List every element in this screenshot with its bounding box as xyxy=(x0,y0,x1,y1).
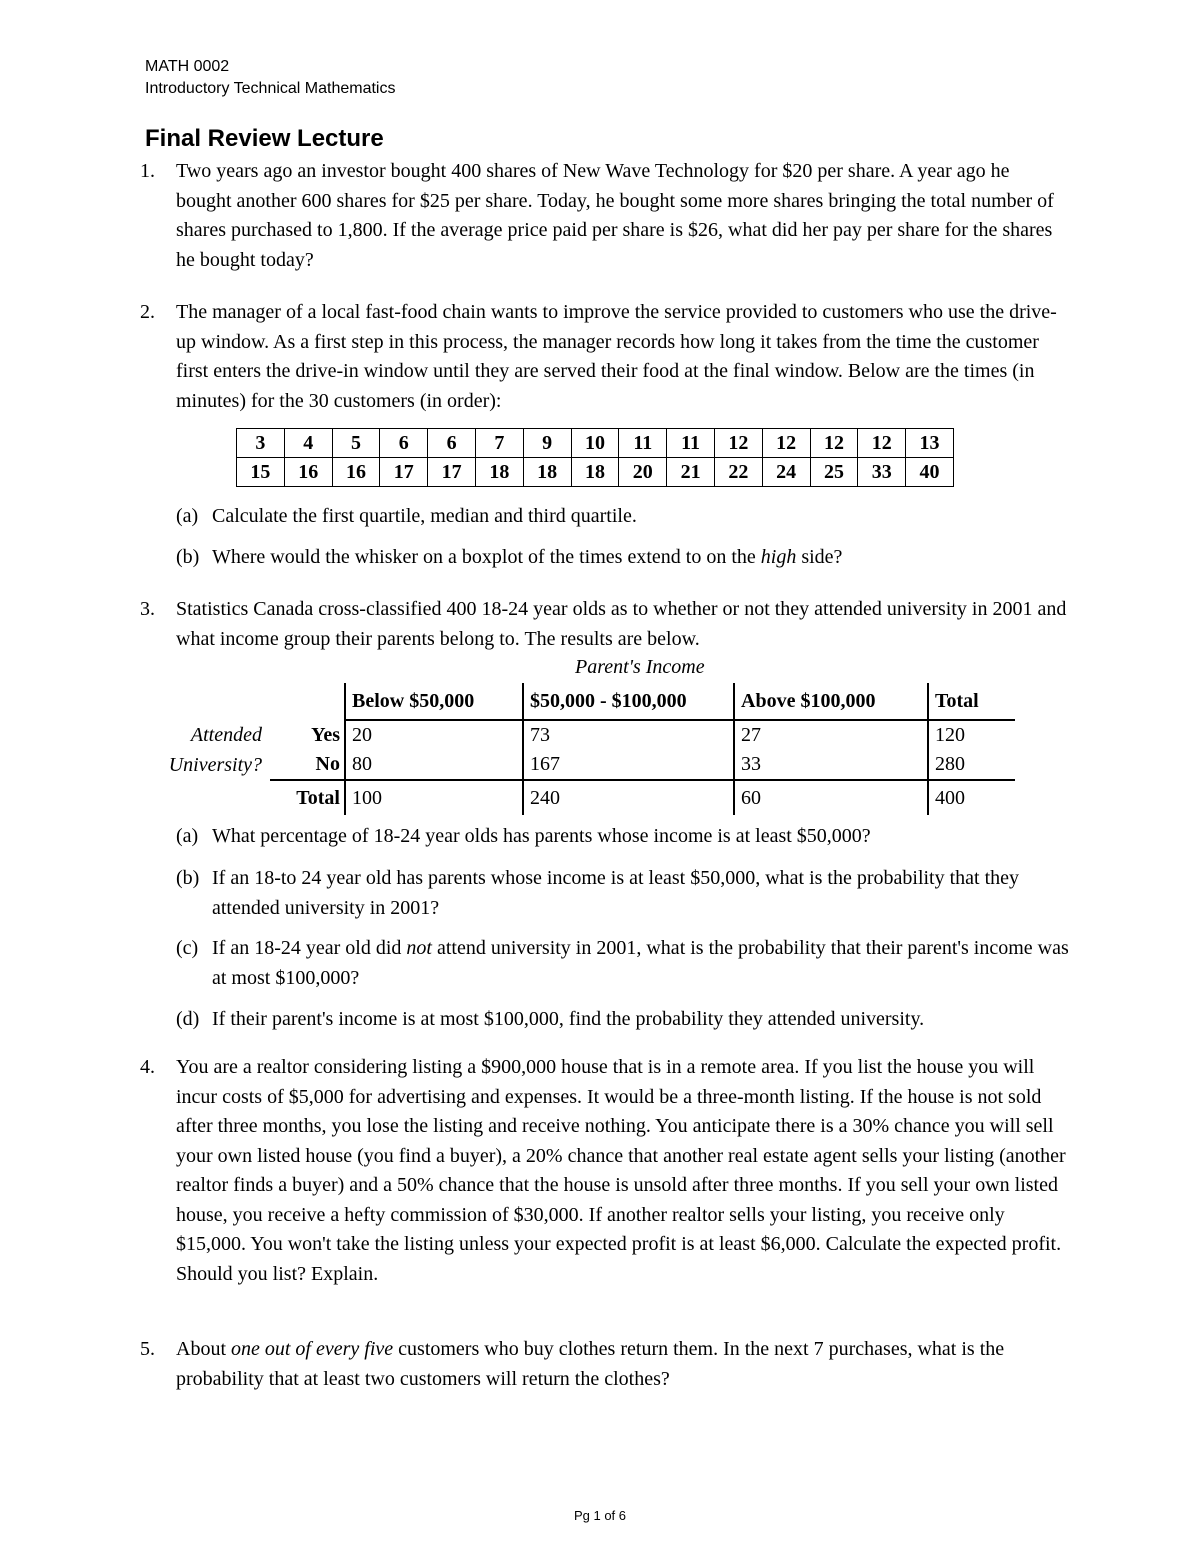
row-label: Total xyxy=(296,787,340,809)
time-cell: 11 xyxy=(667,429,715,458)
table-row xyxy=(145,750,1015,780)
time-cell: 25 xyxy=(810,458,858,487)
time-cell: 15 xyxy=(237,458,285,487)
table-cell: 80 xyxy=(345,750,523,780)
part-text xyxy=(212,934,1076,993)
question-text: The manager of a local fast-food chain wants to improve the service provided to customers who use the drive-up window. As a first step in this process, the manager records how long it takes from the time the customer first enters the drive-in window until they are served their food at the final window. Below are the times (in minutes) for the 30 customers (in order): xyxy=(176,301,1057,412)
question-1 xyxy=(140,157,1070,275)
text-run: Where would the whisker on a boxplot of the times extend to on the xyxy=(212,546,761,568)
part-text: If their parent's income is at most $100,000, find the probability they attended university. xyxy=(212,1008,925,1030)
times-row-2 xyxy=(237,458,954,487)
part-label: (d) xyxy=(176,1008,200,1030)
time-cell: 22 xyxy=(714,458,762,487)
question-text: Two years ago an investor bought 400 shares of New Wave Technology for $20 per share. A year ago he bought another 600 shares for $25 per share. Today, he bought some more shares bringing the total number of shares purchased to 1,800. If the average price paid per share is $26, what did her pay per share for the shares he bought today? xyxy=(176,160,1054,271)
time-cell: 18 xyxy=(475,458,523,487)
time-cell: 6 xyxy=(428,429,476,458)
table-row xyxy=(145,720,1015,750)
text-run: attend university in 2001, what is the probability that their parent's income was at most $100,000? xyxy=(212,937,1069,989)
column-header: $50,000 - $100,000 xyxy=(523,683,734,720)
time-cell: 16 xyxy=(332,458,380,487)
table-cell: 167 xyxy=(523,750,734,780)
table-cell: 120 xyxy=(928,720,1015,750)
time-cell: 17 xyxy=(428,458,476,487)
question-text xyxy=(176,1335,1070,1394)
part-text: If an 18-to 24 year old has parents whose income is at least $50,000, what is the probability that they attended university in 2001? xyxy=(212,867,1020,919)
question-2a xyxy=(176,502,1076,532)
empty-cell xyxy=(270,683,345,720)
table-total-row xyxy=(145,780,1015,815)
part-text: Calculate the first quartile, median and third quartile. xyxy=(212,505,637,527)
time-cell: 12 xyxy=(810,429,858,458)
table-header-row xyxy=(145,683,1015,720)
part-label: (a) xyxy=(176,505,199,527)
question-5 xyxy=(140,1335,1070,1394)
time-cell: 3 xyxy=(237,429,285,458)
empty-cell xyxy=(145,683,270,720)
text-run: If an 18-24 year old did xyxy=(212,937,407,959)
text-run: side? xyxy=(796,546,843,568)
text-run: customers who buy clothes return them. In the next 7 purchases, what is the probability that at least two customers will return the clothes? xyxy=(176,1338,1005,1390)
question-3d xyxy=(176,1005,1076,1035)
column-group-label: Parent's Income xyxy=(575,656,705,678)
question-number: 4. xyxy=(140,1056,155,1078)
question-2b xyxy=(176,543,1076,573)
time-cell: 40 xyxy=(906,458,954,487)
emphasis-text: not xyxy=(406,937,432,959)
row-label: Yes xyxy=(311,723,340,746)
emphasis-text: one out of every five xyxy=(231,1338,394,1360)
time-cell: 6 xyxy=(380,429,428,458)
page-number: Pg 1 of 6 xyxy=(573,1508,627,1523)
time-cell: 13 xyxy=(906,429,954,458)
question-text: You are a realtor considering listing a $900,000 house that is in a remote area. If you list the house you will incur costs of $5,000 for advertising and expenses. It would be a three-month listing. If the house is not sold after three months, you lose the listing and receive nothing. You anticipate there is a 30% chance you will sell your own listed house (you find a buyer), a 20% chance that another real estate agent sells your listing (another realtor finds a buyer) and a 50% chance that the house is unsold after three months. If you sell your own listed house, you receive a hefty commission of $30,000. If another realtor sells your listing, you receive only $15,000. You won't take the listing unless your expected profit is at least $6,000. Calculate the expected profit. Should you list? Explain. xyxy=(176,1056,1066,1285)
question-number: 2. xyxy=(140,301,155,323)
page-title: Final Review Lecture xyxy=(145,125,384,152)
course-name: Introductory Technical Mathematics xyxy=(145,80,396,97)
empty-cell xyxy=(145,780,270,815)
column-header: Total xyxy=(928,683,1015,720)
time-cell: 24 xyxy=(762,458,810,487)
course-header xyxy=(145,56,395,100)
question-3a xyxy=(176,822,1076,852)
table-cell: 400 xyxy=(928,780,1015,815)
part-text: What percentage of 18-24 year olds has parents whose income is at least $50,000? xyxy=(212,825,871,847)
time-cell: 5 xyxy=(332,429,380,458)
time-cell: 16 xyxy=(284,458,332,487)
part-label: (b) xyxy=(176,867,200,889)
table-cell: 240 xyxy=(523,780,734,815)
table-cell: 20 xyxy=(345,720,523,750)
time-cell: 18 xyxy=(571,458,619,487)
question-3c xyxy=(176,934,1076,993)
question-2 xyxy=(140,298,1070,416)
row-group-label: University? xyxy=(168,753,262,776)
question-number: 1. xyxy=(140,160,155,182)
column-header: Below $50,000 xyxy=(345,683,523,720)
time-cell: 12 xyxy=(714,429,762,458)
time-cell: 7 xyxy=(475,429,523,458)
question-number: 5. xyxy=(140,1338,155,1360)
column-header: Above $100,000 xyxy=(734,683,928,720)
text-run: About xyxy=(176,1338,231,1360)
time-cell: 10 xyxy=(571,429,619,458)
row-group-label: Attended xyxy=(190,723,262,746)
service-times-table xyxy=(236,428,954,487)
income-crosstab-table xyxy=(145,683,1015,815)
row-label: No xyxy=(270,750,345,780)
question-text: Statistics Canada cross-classified 400 18-24 year olds as to whether or not they attended university in 2001 and what income group their parents belong to. The results are below. xyxy=(176,598,1067,650)
course-code: MATH 0002 xyxy=(145,58,230,75)
time-cell: 21 xyxy=(667,458,715,487)
time-cell: 11 xyxy=(619,429,667,458)
table-cell: 60 xyxy=(734,780,928,815)
table-cell: 280 xyxy=(928,750,1015,780)
question-number: 3. xyxy=(140,598,155,620)
emphasis-text: high xyxy=(760,546,797,568)
time-cell: 12 xyxy=(762,429,810,458)
time-cell: 18 xyxy=(523,458,571,487)
part-label: (b) xyxy=(176,546,200,568)
times-row-1 xyxy=(237,429,954,458)
time-cell: 20 xyxy=(619,458,667,487)
table-cell: 73 xyxy=(523,720,734,750)
question-4 xyxy=(140,1053,1070,1289)
time-cell: 17 xyxy=(380,458,428,487)
time-cell: 4 xyxy=(284,429,332,458)
part-label: (c) xyxy=(176,937,199,959)
table-cell: 33 xyxy=(734,750,928,780)
time-cell: 33 xyxy=(858,458,906,487)
part-label: (a) xyxy=(176,825,199,847)
table-cell: 100 xyxy=(345,780,523,815)
time-cell: 12 xyxy=(858,429,906,458)
question-3 xyxy=(140,595,1070,654)
question-3b xyxy=(176,864,1076,923)
table-cell: 27 xyxy=(734,720,928,750)
time-cell: 9 xyxy=(523,429,571,458)
part-text xyxy=(212,543,1076,573)
